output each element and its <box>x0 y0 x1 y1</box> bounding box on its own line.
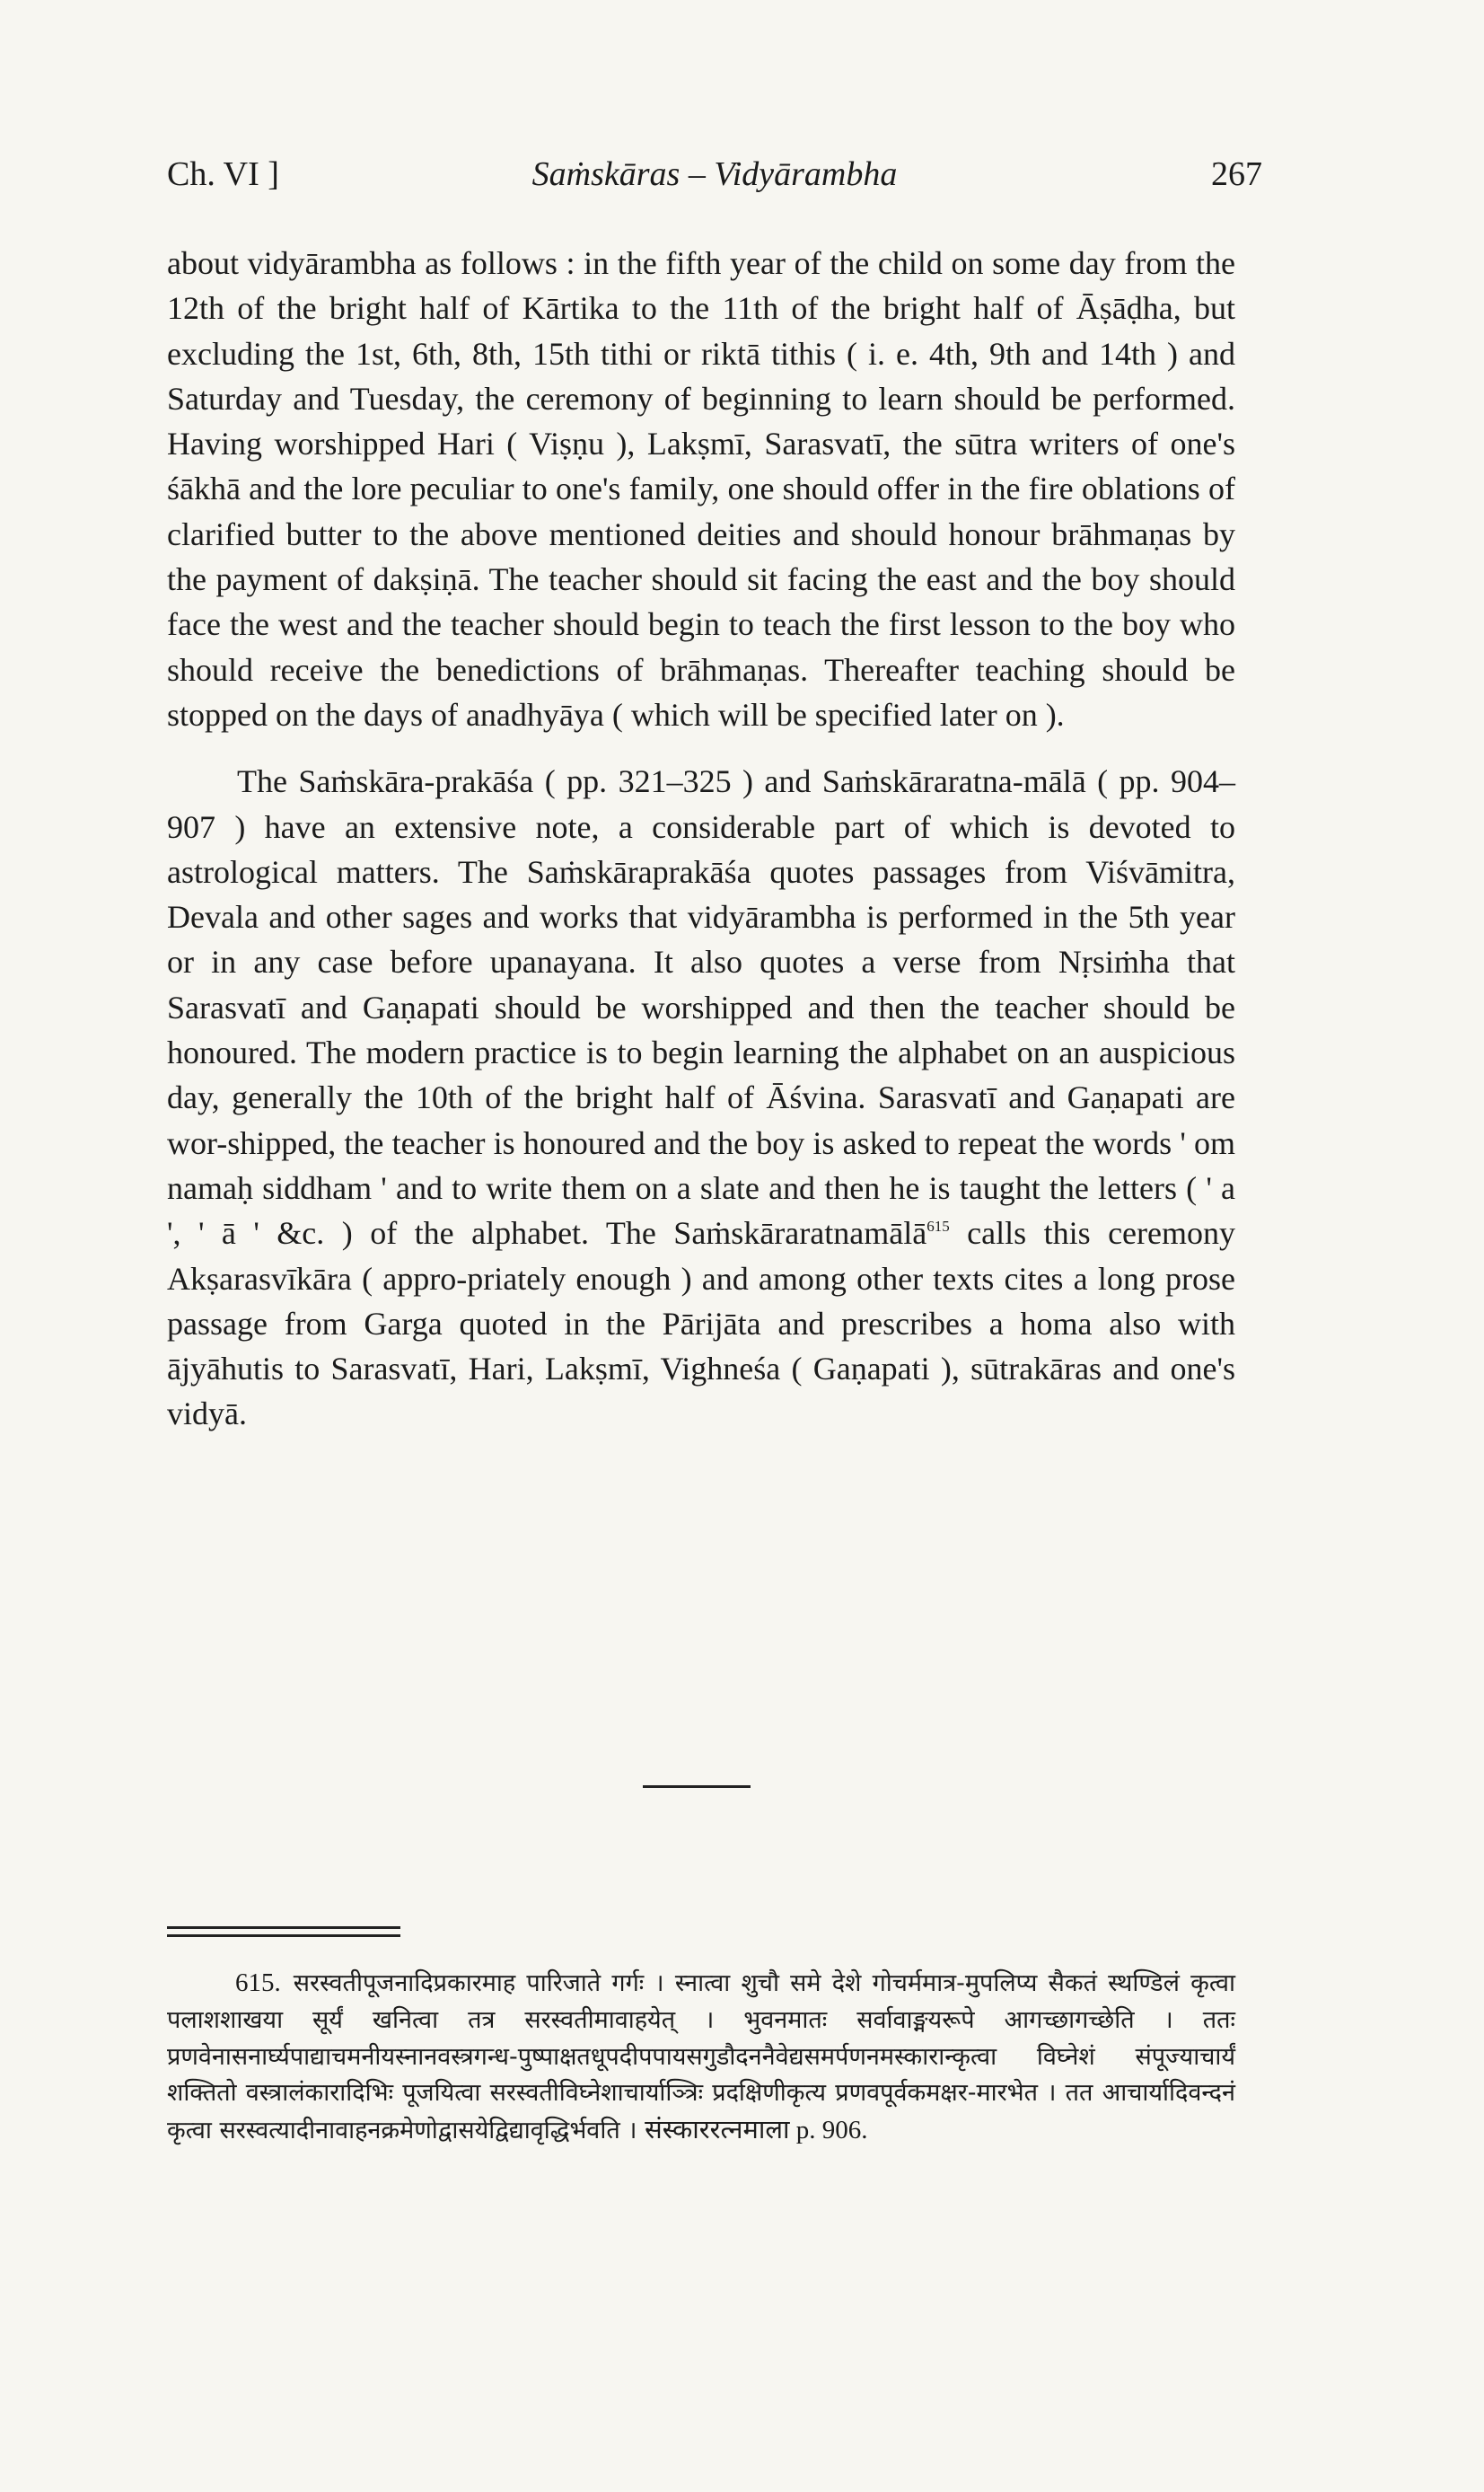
main-text <box>167 241 1235 1437</box>
running-title: Saṁskāras – Vidyārambha <box>531 155 898 193</box>
page-number: 267 <box>1211 155 1262 193</box>
chapter-label: Ch. VI ] <box>167 155 279 193</box>
footnote <box>167 1965 1235 2150</box>
footnote-rule <box>167 1926 400 1942</box>
section-separator <box>643 1785 751 1788</box>
footnote-text: सरस्वतीपूजनादिप्रकारमाह पारिजाते गर्गः । स्नात्वा शुचौ समे देशे गोचर्ममात्र-मुपलिप्य सैकतं स्थण्डिलं कृत्वा पलाशशाखया सूर्यं खनित्वा तत्र सरस्वतीमावाहयेत् । भुवनमातः सर्वावाङ्मयरूपे आगच्छागच्छेति । ततः प्रणवेनासनार्घ्यपाद्याचमनीयस्नानवस्त्रगन्ध-पुष्पाक्षतधूपदीपपायसगुडौदननैवेद्यसमर्पणनमस्कारान्कृत्वा विघ्नेशं संपूज्याचार्यं शक्तितो वस्त्रालंकारादिभिः पूजयित्वा सरस्वतीविघ्नेशाचार्याञ्त्रिः प्रदक्षिणीकृत्य प्रणवपूर्वकमक्षर-मारभेत । तत आचार्यादिवन्दनं कृत्वा सरस्वत्यादीनावाहनक्रमेणोद्वासयेद्विद्यावृद्धिर्भवति । <box>167 1969 1235 2145</box>
paragraph-2 <box>167 759 1235 1436</box>
footnote-number: 615. <box>235 1968 281 1997</box>
footnote-rule-line-1 <box>167 1926 400 1929</box>
footnote-rule-line-2 <box>167 1934 400 1937</box>
footnote-reference[interactable]: 615 <box>926 1218 950 1236</box>
running-header <box>167 154 1262 208</box>
footnote-source: संस्काररत्नमाला p. 906. <box>645 2116 868 2145</box>
paragraph-2-text-continued: calls this ceremony Akṣarasvīkāra ( appro-priately enough ) and among other texts cites a long prose passage from Garga quoted in the Pārijāta and prescribes a homa also with ājyāhutis to Sarasvatī, Hari, Lakṣmī, Vighneśa ( Gaṇapati ), sūtrakāras and one's vidyā. <box>167 1215 1236 1432</box>
paragraph-2-text: The Saṁskāra-prakāśa ( pp. 321–325 ) and Saṁskāraratna-mālā ( pp. 904–907 ) have an extensive note, a considerable part of which is devoted to astrological matters. The Saṁskāraprakāśa quotes passages from Viśvāmitra, Devala and other sages and works that vidyārambha is performed in the 5th year or in any case before upanayana. It also quotes a verse from Nṛsiṁha that Sarasvatī and Gaṇapati should be worshipped and then the teacher should be honoured. The modern practice is to begin learning the alphabet on an auspicious day, generally the 10th of the bright half of Āśvina. Sarasvatī and Gaṇapati are wor-shipped, the teacher is honoured and the boy is asked to repeat the words ' om namaḥ siddham ' and to write them on a slate and then he is taught the letters ( ' a ', ' ā ' &c. ) of the alphabet. The Saṁskāraratnamālā <box>167 763 1235 1252</box>
paragraph-1: about vidyārambha as follows : in the fifth year of the child on some day from the 12th of the bright half of Kārtika to the 11th of the bright half of Āṣāḍha, but excluding the 1st, 6th, 8th, 15th tithi or riktā tithis ( i. e. 4th, 9th and 14th ) and Saturday and Tuesday, the ceremony of beginning to learn should be performed. Having worshipped Hari ( Viṣṇu ), Lakṣmī, Sarasvatī, the sūtra writers of one's śākhā and the lore peculiar to one's family, one should offer in the fire oblations of clarified butter to the above mentioned deities and should honour brāhmaṇas by the payment of dakṣiṇā. The teacher should sit facing the east and the boy should face the west and the teacher should begin to teach the first lesson to the boy who should receive the benedictions of brāhmaṇas. Thereafter teaching should be stopped on the days of anadhyāya ( which will be specified later on ). <box>167 245 1235 733</box>
